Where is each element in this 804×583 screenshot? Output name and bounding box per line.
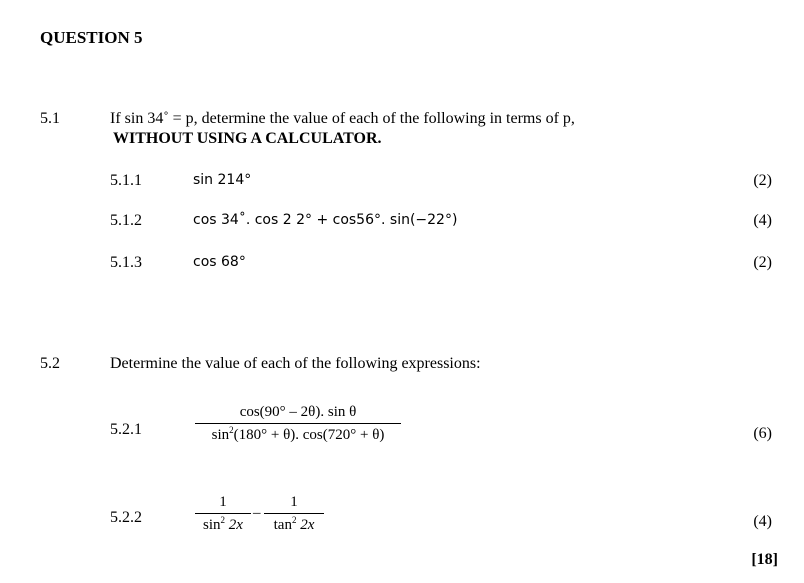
- item-number-5-2-1: 5.2.1: [110, 421, 142, 438]
- item-expression-5-1-1: sin 214°: [193, 172, 252, 188]
- total-marks: [18]: [751, 551, 778, 568]
- minus-sign: –: [253, 505, 261, 521]
- denominator-function: sin: [211, 427, 230, 443]
- item-number-5-1-3: 5.1.3: [110, 254, 142, 271]
- fraction-numerator: 1: [219, 494, 227, 510]
- denominator-argument: (180° + θ). cos(720° + θ): [233, 427, 385, 443]
- denominator-function: sin: [203, 517, 221, 533]
- fraction-denominator: [195, 515, 251, 534]
- denominator-exponent: 2: [291, 515, 297, 525]
- item-number-5-1-2: 5.1.2: [110, 212, 142, 229]
- item-marks-5-1-3: (2): [753, 254, 772, 271]
- denominator-argument: 2x: [296, 517, 315, 533]
- fraction-denominator: [264, 515, 324, 534]
- fraction-5-2-2-first: [195, 494, 251, 534]
- item-marks-5-2-2: (4): [753, 513, 772, 530]
- question-5-1-instruction: WITHOUT USING A CALCULATOR.: [113, 130, 382, 147]
- fraction-5-2-1: [195, 404, 401, 444]
- fraction-bar: [195, 423, 401, 424]
- question-number-5-2: 5.2: [40, 355, 60, 372]
- item-marks-5-1-1: (2): [753, 172, 772, 189]
- denominator-exponent: 2: [220, 515, 226, 525]
- item-number-5-1-1: 5.1.1: [110, 172, 142, 189]
- item-marks-5-1-2: (4): [753, 212, 772, 229]
- fraction-numerator: 1: [290, 494, 298, 510]
- fraction-bar: [264, 513, 324, 514]
- fraction-denominator: [195, 425, 401, 444]
- fraction-numerator: cos(90° – 2θ). sin θ: [239, 404, 357, 420]
- question-number-5-1: 5.1: [40, 110, 60, 127]
- fraction-5-2-2-second: [264, 494, 324, 534]
- fraction-bar: [195, 513, 251, 514]
- denominator-exponent: 2: [229, 425, 234, 435]
- item-expression-5-1-3: cos 68°: [193, 254, 246, 270]
- question-5-2-intro: Determine the value of each of the following expressions:: [110, 355, 481, 372]
- item-number-5-2-2: 5.2.2: [110, 509, 142, 526]
- denominator-function: tan: [273, 517, 292, 533]
- item-marks-5-2-1: (6): [753, 425, 772, 442]
- item-expression-5-1-2: cos 34˚. cos 2 2° + cos56°. sin(−22°): [193, 212, 458, 228]
- question-5-1-intro: If sin 34˚ = p, determine the value of each of the following in terms of p,: [110, 110, 575, 127]
- denominator-argument: 2x: [225, 517, 243, 533]
- question-title: QUESTION 5: [40, 28, 143, 47]
